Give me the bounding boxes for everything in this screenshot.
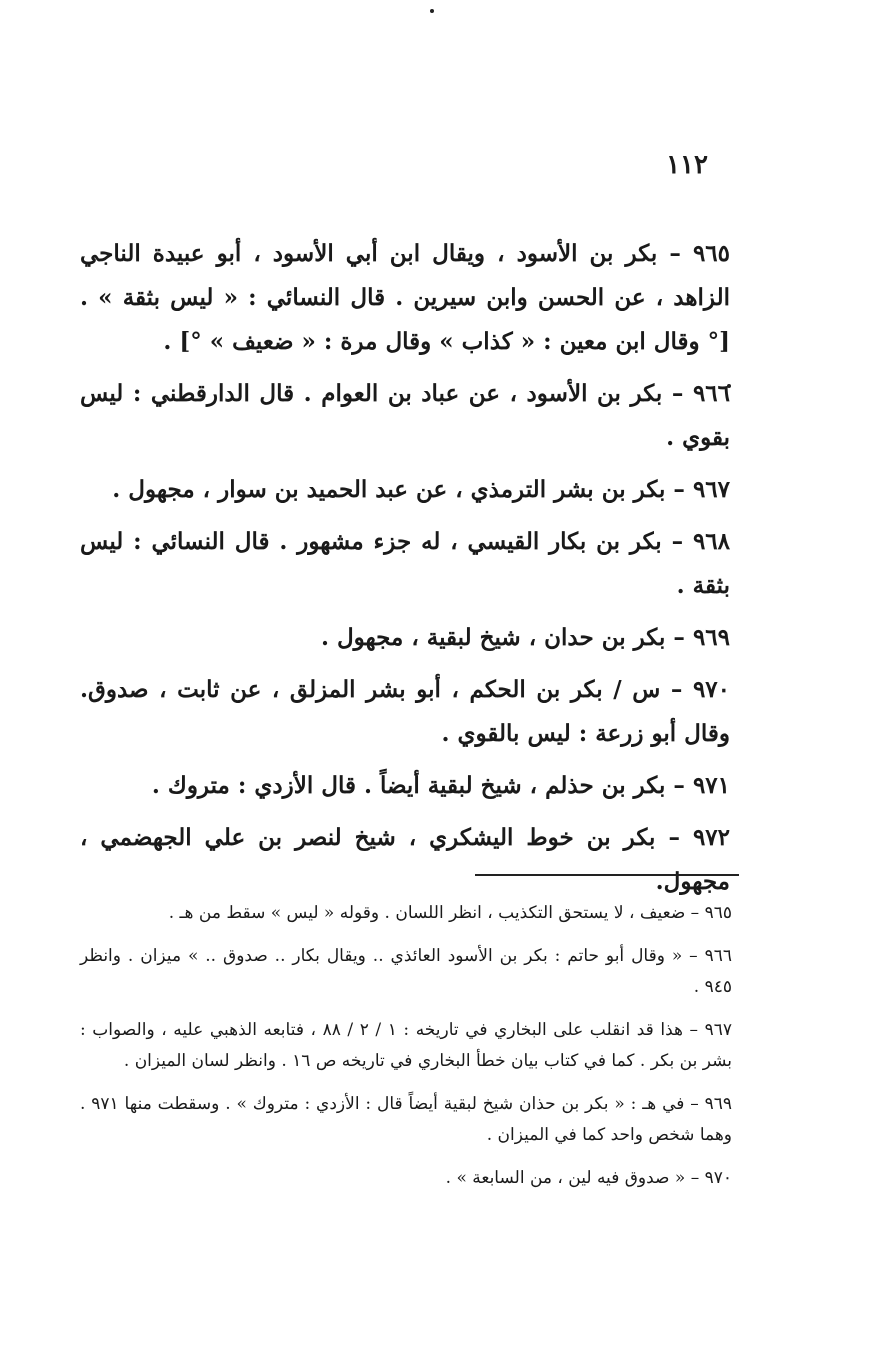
footnote-965: ٩٦٥ – ضعيف ، لا يستحق التكذيب ، انظر اللسان . وقوله « ليس » سقط من هـ . xyxy=(168,903,732,923)
footnote-969: ٩٦٩ – في هـ : « بكر بن حذان شيخ لبقية أيضاً قال : الأزدي : متروك » . وسقطت منها ٩٧١ . وهما شخص واحد كما في الميزان . xyxy=(80,1094,732,1145)
footnote-970: ٩٧٠ – « صدوق فيه لين ، من السابعة » . xyxy=(445,1168,732,1188)
footnote-966: ٩٦٦ – « وقال أبو حاتم : بكر بن الأسود العائذي .. ويقال بكار .. صدوق .. » ميزان . وانظر ٩٤٥ . xyxy=(80,946,732,997)
entry-967: ٩٦٧ – بكر بن بشر الترمذي ، عن عبد الحميد بن سوار ، مجهول . xyxy=(112,476,730,503)
ink-speck xyxy=(430,9,434,13)
entry-970: ٩٧٠ – س / بكر بن الحكم ، أبو بشر المزلق ، عن ثابت ، صدوق. وقال أبو زرعة : ليس بالقوي . xyxy=(80,676,730,747)
footnote-divider xyxy=(475,874,739,876)
entry-971: ٩٧١ – بكر بن حذلم ، شيخ لبقية أيضاً . قال الأزدي : متروك . xyxy=(151,772,730,799)
entry-968: ٩٦٨ – بكر بن بكار القيسي ، له جزء مشهور . قال النسائي : ليس بثقة . xyxy=(80,528,730,599)
entry-972: ٩٧٢ – بكر بن خوط اليشكري ، شيخ لنصر بن علي الجهضمي ، مجهول. xyxy=(80,824,730,895)
footnotes xyxy=(80,898,732,1206)
entry-966: ٩٦٦ – بكر بن الأسود ، عن عباد بن العوام . قال الدارقطني : ليس بقوي . xyxy=(80,380,730,451)
page-number: ١١٢ xyxy=(666,150,708,180)
footnote-967: ٩٦٧ – هذا قد انقلب على البخاري في تاريخه : ١ / ٢ / ٨٨ ، فتابعه الذهبي عليه ، والصواب : بشر بن بكر . كما في كتاب بيان خطأ البخاري في تاريخه ص ١٦ . وانظر لسان الميزان . xyxy=(80,1020,732,1071)
entry-965: ٩٦٥ – بكر بن الأسود ، ويقال ابن أبي الأسود ، أبو عبيدة الناجي الزاهد ، عن الحسن وابن سيرين . قال النسائي : « ليس بثقة » . [° وقال ابن معين : « كذاب » وقال مرة : « ضعيف » °] . xyxy=(80,240,730,355)
main-text xyxy=(80,232,730,912)
entry-969: ٩٦٩ – بكر بن حدان ، شيخ لبقية ، مجهول . xyxy=(320,624,730,651)
